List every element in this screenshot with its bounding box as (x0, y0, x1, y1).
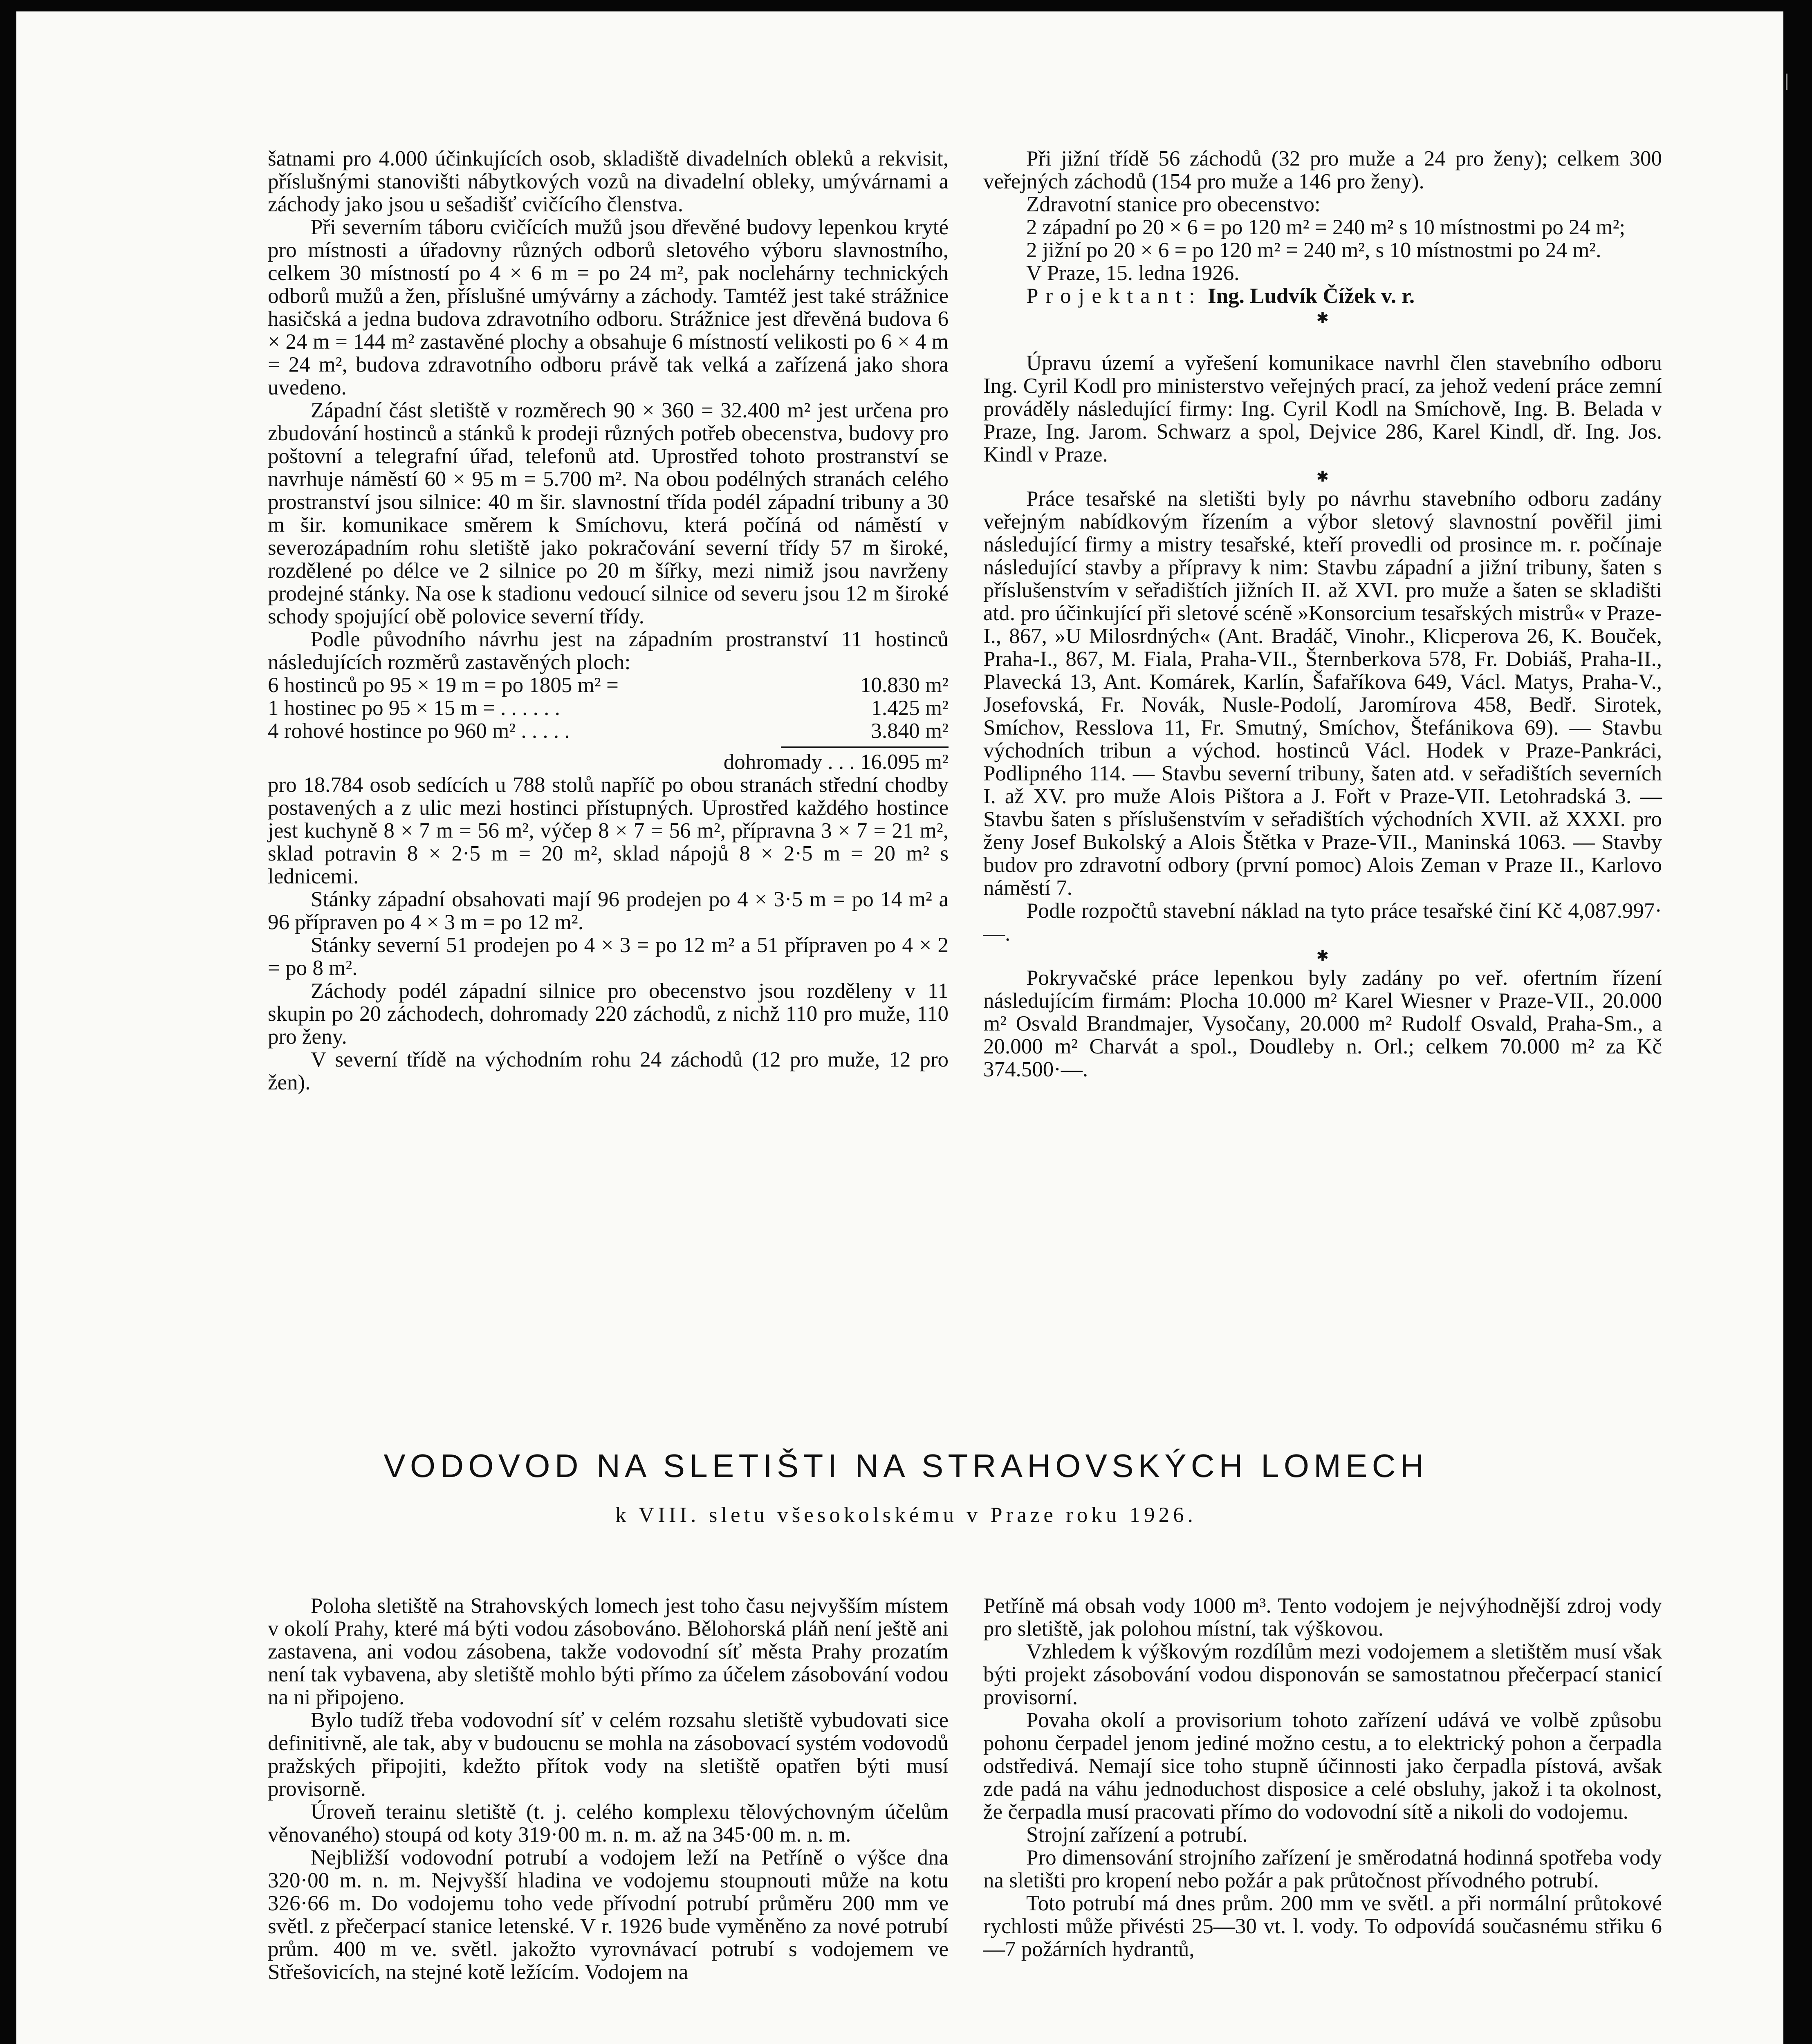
paragraph: Úpravu území a vyřešení komunikace navrhl člen stavebního odboru Ing. Cyril Kodl pro ministerstvo veřejných prací, za jehož vedení práce zemní prováděly následující firmy: Ing. Cyril Kodl na Smíchově, Ing. B. Belada v Praze, Ing. Jarom. Schwarz a spol, Dejvice 286, Karel Kindl, dř. Ing. Jos. Kindl v Praze. (983, 351, 1662, 466)
paragraph: Pro dimensování strojního zařízení je směrodatná hodinná spotřeba vody na sletišti pro kropení nebo požár a pak průtočnost přívodného potrubí. (983, 1846, 1662, 1892)
paragraph: Povaha okolí a provisorium tohoto zařízení udává ve volbě způsobu pohonu čerpadel jenom jediné možno cestu, a to elektrický pohon a čerpadla odstředivá. Nemají sice toho stupně účinnosti jako čerpadla pístová, avšak zde padá na váhu jednoduchost disposice a celé obsluhy, jakož i ta okolnost, že čerpadla musí pracovati přímo do vodovodní sítě a nikoli do vodojemu. (983, 1708, 1662, 1824)
mid-left-paragraphs (268, 773, 949, 1094)
paragraph: Podle původního návrhu jest na západním prostranství 11 hostinců následujících rozměrů zastavěných ploch: (268, 628, 949, 674)
paragraph: V Praze, 15. ledna 1926. (1026, 261, 1240, 285)
paragraph: šatnami pro 4.000 účinkujících osob, skladiště divadelních obleků a rekvisit, příslušnými stanovišti nábytkových vozů na divadelní obleky, umývárnami a záchody jako jsou u sešadišť cvičícího členstva. (268, 147, 949, 216)
top-left-column (268, 147, 949, 1094)
paragraph: 2 západní po 20 × 6 = po 120 m² = 240 m² s 10 místnostmi po 24 m²; (1026, 215, 1626, 239)
paragraph: Podle rozpočtů stavební náklad na tyto práce tesařské činí Kč 4,087.997·—. (983, 899, 1662, 946)
projektant-line: Projektant: Ing. Ludvík Čížek v. r. (1026, 284, 1415, 308)
hostince-row-3: 4 rohové hostince po 960 m² . . . . . 3.840 m² (268, 719, 949, 743)
top-right-b (983, 352, 1662, 466)
paragraph: Strojní zařízení a potrubí. (1026, 1823, 1248, 1847)
paragraph: Práce tesařské na sletišti byly po návrhu stavebního odboru zadány veřejným nabídkovým řízením a výbor sletový slavnostní pověřil jimi následující firmy a mistry tesařské, kteří provedli od prosince m. r. počínaje následující stavby a přípravy k nim: Stavbu západní a jižní tribuny, šaten s příslušenstvím v seřadištích jižních II. až XVI. pro muže a šaten se skladišti atd. pro účinkující při sletové scéně »Konsorcium tesařských mistrů« v Praze-I., 867, »U Milosrdných« (Ant. Bradáč, Vinohr., Klicperova 26, K. Bouček, Praha-I., 867, M. Fiala, Praha-VII., Šternberkova 578, Fr. Dobiáš, Praha-II., Plavecká 13, Ant. Komárek, Karlín, Šafaříkova 649, Václ. Matys, Praha-V., Josefovská, Fr. Novák, Nusle-Podolí, Jaromírova 458, Bedř. Sirotek, Smíchov, Resslova 11, Fr. Smutný, Smíchov, Štefánikova 69). — Stavbu východních tribun a východ. hostinců Václ. Hodek v Praze-Pankráci, Podlipného 114. — Stavbu severní tribuny, šaten atd. v seřadištích severních I. až XV. pro muže Alois Pištora a J. Fořt v Praze-VII. Letohradská 3. — Stavbu šaten s příslušenstvím v seřadištích východních XVII. až XXXI. pro ženy Josef Bukolský a Alois Štětka v Praze-VII., Maninská 1063. — Stavby budov pro zdravotní odbory (první pomoc) Alois Zeman v Praze II., Karlovo náměstí 7. (983, 487, 1662, 900)
star-divider: ✱ (1316, 310, 1329, 326)
sum-rule (781, 746, 949, 748)
hostince-row-2: 1 hostinec po 95 × 15 m = . . . . . . 1.425 m² (268, 696, 949, 720)
paragraph: Stánky západní obsahovati mají 96 prodejen po 4 × 3·5 m = po 14 m² a 96 přípraven po 4 × 3 m = po 12 m². (268, 888, 949, 934)
bottom-left-column (268, 1594, 949, 1983)
paragraph: Západní část sletiště v rozměrech 90 × 360 = 32.400 m² jest určena pro zbudování hostinců a stánků k prodeji různých potřeb obecenstva, budovy pro poštovní a telegrafní úřad, telefonů atd. Uprostřed tohoto prostranství se navrhuje náměstí 60 × 95 m = 5.700 m². Na obou podélných stranách celého prostranství jsou silnice: 40 m šir. slavnostní třída podél západní tribuny a 30 m šir. komunikace směrem k Smíchovu, která počíná od náměstí v severozápadním rohu sletiště jako pokračování severní třídy 57 m široké, rozdělené po délce ve 2 silnice po 20 m šířky, mezi nimiž jsou navrženy prodejné stánky. Na ose k stadionu vedoucí silnice od severu jsou 12 m široké schody spojující obě polovice severní třídy. (268, 399, 949, 628)
paragraph: Pokryvačské práce lepenkou byly zadány po veř. ofertním řízení následujícím firmám: Plocha 10.000 m² Karel Wiesner v Praze-VII., 20.000 m² Osvald Brandmajer, Vysočany, 20.000 m² Rudolf Osvald, Praha-Sm., a 20.000 m² Charvát a spol., Doudleby n. Orl.; celkem 70.000 m² za Kč 374.500·—. (983, 966, 1662, 1081)
hostince-row-1: 6 hostinců po 95 × 19 m = po 1805 m² = 10.830 m² (268, 673, 949, 697)
section-subtitle: k VIII. sletu všesokolskému v Praze roku 1926. (615, 1503, 1197, 1527)
paragraph: Při severním táboru cvičících mužů jsou dřevěné budovy lepenkou kryté pro místnosti a úřadovny různých odborů sletového výboru slavnostního, celkem 30 místností po 4 × 6 m = po 24 m², pak noclehárny technických odborů mužů a žen, příslušné umývárny a záchody. Tamtéž jest také strážnice hasičská a jedna budova zdravotního odboru. Strážnice jest dřevěná budova 6 × 24 m = 144 m² zastavěné plochy a obsahuje 6 místností velikosti po 6 × 4 m = 24 m², budova zdravotního odboru právě tak velká a zařízená jako shora uvedeno. (268, 215, 949, 399)
paragraph: pro 18.784 osob sedících u 788 stolů napříč po obou stranách střední chodby postavených a z ulic mezi hostinci přístupných. Uprostřed každého hostince jest kuchyně 8 × 7 m = 56 m², výčep 8 × 7 = 56 m², přípravna 3 × 7 = 21 m², sklad potravin 8 × 2·5 m = 20 m², sklad nápojů 8 × 2·5 m = 20 m² s lednicemi. (268, 773, 949, 888)
paragraph: Bylo tudíž třeba vodovodní síť v celém rozsahu sletiště vybudovati sice definitivně, ale tak, aby v budoucnu se mohla na zásobovací systém vodovodů pražských připojiti, kdežto přítok vody na sletiště opatřen býti musí provisorně. (268, 1708, 949, 1801)
paragraph: Záchody podél západní silnice pro obecenstvo jsou rozděleny v 11 skupin po 20 záchodech, dohromady 220 záchodů, z nichž 110 pro muže, 110 pro ženy. (268, 979, 949, 1049)
star-divider: ✱ (1316, 468, 1329, 485)
paragraph: Petříně má obsah vody 1000 m³. Tento vodojem je nejvýhodnější zdroj vody pro sletiště, jak polohou místní, tak výškovou. (983, 1594, 1662, 1641)
hostince-total: dohromady . . . 16.095 m² (723, 750, 949, 774)
paragraph: V severní třídě na východním rohu 24 záchodů (12 pro muže, 12 pro žen). (268, 1048, 949, 1094)
paragraph: Toto potrubí má dnes prům. 200 mm ve světl. a při normální průtokové rychlosti může přivésti 25—30 vt. l. vody. To odpovídá současnému střiku 6—7 požárních hydrantů, (983, 1892, 1662, 1961)
paragraph: 2 jižní po 20 × 6 = po 120 m² = 240 m², s 10 místnostmi po 24 m². (1026, 238, 1601, 262)
star-divider: ✱ (1316, 948, 1329, 964)
paragraph: Úroveň terainu sletiště (t. j. celého komplexu tělovýchovným účelům věnovaného) stoupá od koty 319·00 m. n. m. až na 345·00 m. n. m. (268, 1800, 949, 1847)
section-title: VODOVOD NA SLETIŠTI NA STRAHOVSKÝCH LOMECH (383, 1448, 1429, 1484)
paragraph: Při jižní třídě 56 záchodů (32 pro muže a 24 pro ženy); celkem 300 veřejných záchodů (154 pro muže a 146 pro ženy). (983, 147, 1662, 193)
paragraph: Stánky severní 51 prodejen po 4 × 3 = po 12 m² a 51 přípraven po 4 × 2 = po 8 m². (268, 933, 949, 980)
paragraph: Vzhledem k výškovým rozdílům mezi vodojemem a sletištěm musí však býti projekt zásobování vodou disponován se samostatnou přečerpací stanicí provisorní. (983, 1640, 1662, 1709)
scan-edge-mark (1786, 74, 1787, 90)
top-right-d (983, 966, 1662, 1081)
bottom-right-column (983, 1594, 1662, 1961)
top-left-paragraphs (268, 147, 949, 674)
paragraph: Nejbližší vodovodní potrubí a vodojem leží na Petříně o výšce dna 320·00 m. n. m. Nejvyšší hladina ve vodojemu stoupnouti může na kotu 326·66 m. Do vodojemu toho vede přívodní potrubí průměru 200 mm ve světl. z přečerpací stanice letenské. V r. 1926 bude vyměněno za nové potrubí prům. 400 m ve. světl. jakožto vyrovnávací potrubí s vodojemem ve Střešovicích, na stejné kotě ležícím. Vodojem na (268, 1846, 949, 1984)
top-right-c (983, 487, 1662, 945)
top-right-a (983, 147, 1662, 285)
paragraph: Zdravotní stanice pro obecenstvo: (1026, 193, 1321, 216)
hostince-table (268, 674, 949, 773)
top-right-column (983, 147, 1662, 1081)
paragraph: Poloha sletiště na Strahovských lomech jest toho času nejvyšším místem v okolí Prahy, které má býti vodou zásobováno. Bělohorská pláň není ještě ani zastavena, ani vodou zásobena, takže vodovodní síť města Prahy prozatím není tak vybavena, aby sletiště mohlo býti přímo za účelem zásobování vodou na ni připojeno. (268, 1594, 949, 1709)
